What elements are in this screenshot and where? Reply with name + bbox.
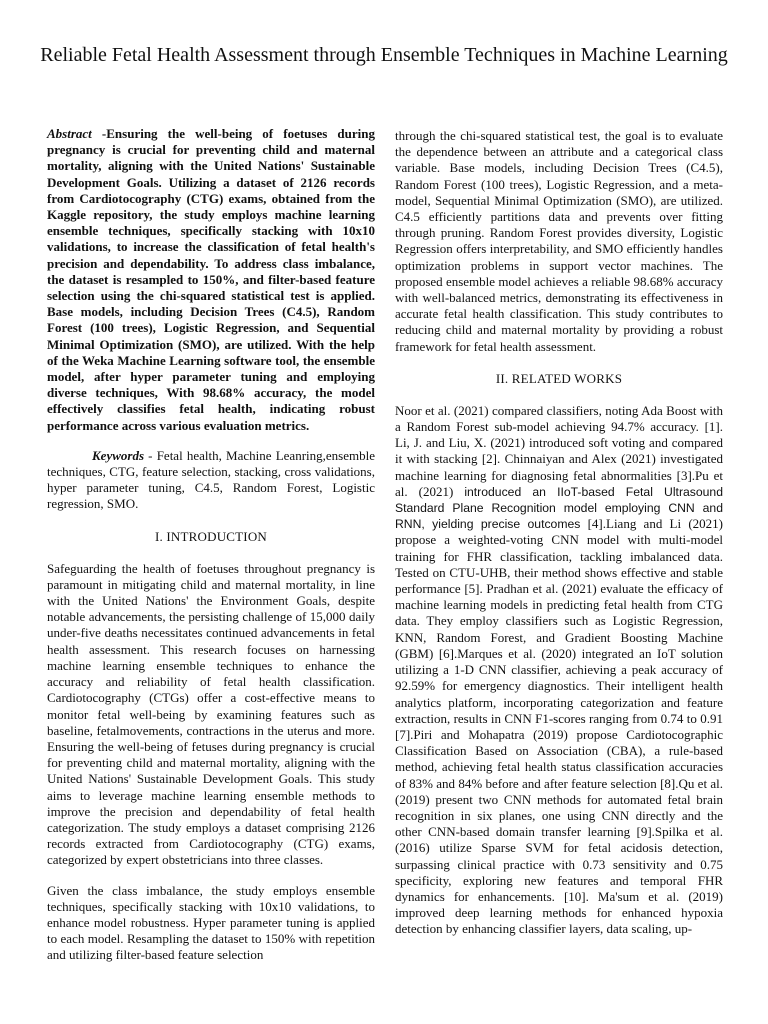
introduction-paragraph-1: Safeguarding the health of foetuses throughout pregnancy is paramount in mitigating child and maternal mortality, in line with the United Nations' the Environment Goals, despite notable advancements, the persisting challenge of 15,000 daily under-five deaths necessitates continued advancements in fetal health assessment. This research focuses on harnessing machine learning ensemble techniques to enhance the accuracy and reliability of fetal health classification. Cardiotocography (CTGs) offer a cost-effective means to monitor fetal well-being by examining features such as baseline, fetalmovements, contractions in the uterus and more. Ensuring the well-being of fetuses during pregnancy is crucial for preventing child and maternal mortality, aligning with the United Nations' Sustainable Development Goals. This study aims to leverage machine learning ensemble methods to improve the precision and dependability of fetal health categorization. The study employs a dataset comprising 2126 records extracted from Cardiotocography (CTG) exams, categorized by expert obstetricians into three classes.: [47, 560, 375, 868]
abstract-label: Abstract: [47, 126, 92, 141]
paper-title: Reliable Fetal Health Assessment through Ensemble Techniques in Machine Learning: [40, 44, 728, 66]
related-works-text-sans: introduced an IIoT-based Fetal Ultrasound Standard Plane Recognition model employing CNN and RNN, yielding precise outcomes: [395, 484, 723, 532]
keywords-text: - Fetal health, Machine Leanring,ensemble techniques, CTG, feature selection, stacking, cross validations, hyper parameter tuning, C4.5, Random Forest, Logistic regression, SMO.: [47, 447, 375, 512]
left-column: [47, 126, 375, 964]
section-heading-related-works: II. RELATED WORKS: [495, 370, 623, 386]
abstract-paragraph: [47, 126, 375, 434]
keywords-label: Keywords: [92, 447, 144, 463]
related-works-text-b: [4].Liang and Li (2021) propose a weighted-voting CNN model with multi-model training for FHR classification, tackling imbalanced data. Tested on CTU-UHB, their method shows effective and stable performance [5]. Pradhan et al. (2021) evaluate the efficacy of machine learning models in predicting fetal health from CTG data. They employ classifiers such as Logistic Regression, KNN, Random Forest, and Gradient Boosting Machine (GBM) [6].Marques et al. (2020) integrated an IoT solution utilizing a 1-D CNN classifier, achieving a peak accuracy of 92.59% for emergency diagnostics. Their intelligent health analytics platform, incorporating categorization and feature extraction, results in CNN F1-scores ranging from 0.74 to 0.91 [7].Piri and Mohapatra (2019) propose Cardiotocographic Classification Based on Association (CBA), a rule-based method, achieving fetal health status classification accuracies of 83% and 84% before and after feature selection [8].Qu et al. (2019) present two CNN methods for automated fetal brain recognition in six planes, one using CNN directly and the other CNN-based domain transfer learning [9].Spilka et al. (2016) utilize Sparse SVM for fetal acidosis detection, surpassing clinical practice with 0.73 sensitivity and 0.75 specificity, exploring new features and temporal FHR dynamics for enhancements. [10]. Ma'sum et al. (2019) improved deep learning methods for enhanced hypoxia detection by enhancing classifier layers, data scaling, up-: [395, 516, 723, 937]
right-column: [395, 128, 723, 938]
keywords-paragraph: [47, 448, 375, 513]
section-heading-introduction: I. INTRODUCTION: [154, 528, 268, 544]
introduction-paragraph-2: Given the class imbalance, the study employs ensemble techniques, specifically stacking with 10x10 validations, to enhance model robustness. Hyper parameter tuning is applied to each model. Resampling the dataset to 150% with repetition and utilizing filter-based feature selection: [47, 882, 375, 963]
abstract-text: -Ensuring the well-being of foetuses during pregnancy is crucial for preventing child and maternal mortality, aligning with the United Nations' Sustainable Development Goals. Utilizing a dataset of 2126 records from Cardiotocography (CTG) exams, obtained from the Kaggle repository, the study employs machine learning ensemble techniques, specifically stacking with 10x10 validations, to increase the classification of fetal health's precision and dependability. To address class imbalance, the dataset is resampled to 150%, and filter-based feature selection using the chi-squared statistical test is applied. Base models, including Decision Trees (C4.5), Random Forest (100 trees), Logistic Regression, and Sequential Minimal Optimization (SMO), are utilized. With the help of the Weka Machine Learning software tool, the ensemble model, after hyper parameter tuning and employing diverse techniques, With 98.68% accuracy, the model effectively classifies fetal health, indicating robust performance across various evaluation metrics.: [47, 126, 375, 433]
related-works-paragraph: [395, 403, 723, 938]
related-works-text-a: Noor et al. (2021) compared classifiers, noting Ada Boost with a Random Forest sub-model achieving 94.7% accuracy. [1]. Li, J. and Liu, X. (2021) introduced soft voting and compared it with stacking [2]. Chinnaiyan and Alex (2021) investigated machine learning for diagnosing fetal abnormalities [3].Pu et al. (2021): [395, 402, 723, 499]
introduction-paragraph-continued: through the chi-squared statistical test, the goal is to evaluate the dependence between an attribute and a categorical class variable. Base models, including Decision Trees (C4.5), Random Forest (100 trees), Logistic Regression, and a meta-model, Sequential Minimal Optimization (SMO), are utilized. C4.5 efficiently partitions data and prevents over fitting through pruning. Random Forest provides diversity, Logistic Regression offers interpretability, and SMO efficiently handles optimization problems in support vector machines. The proposed ensemble model achieves a reliable 98.68% accuracy with well-balanced metrics, demonstrating its effectiveness in accurate fetal health classification. This study contributes to reducing child and maternal mortality by providing a robust framework for fetal health assessment.: [395, 128, 723, 354]
